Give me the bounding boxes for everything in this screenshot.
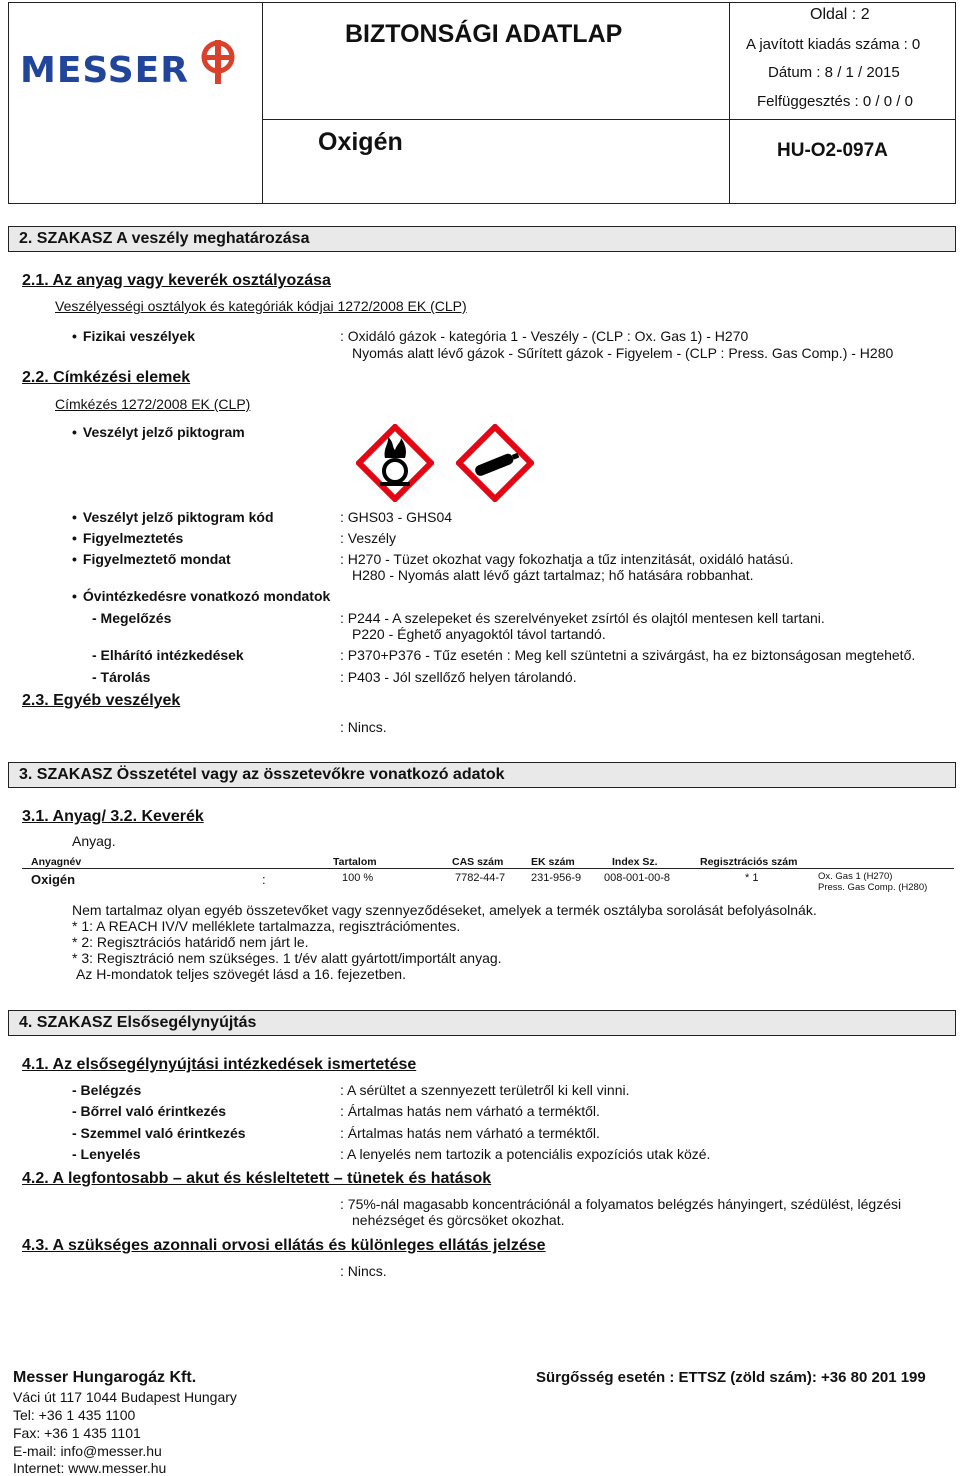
section-2-bar [8, 226, 956, 252]
composition-note-3: * 2: Regisztrációs határidő nem járt le. [72, 934, 309, 950]
footer-fax: Fax: +36 1 435 1101 [13, 1425, 141, 1441]
cell-colon: : [262, 872, 266, 887]
product-name: Oxigén [318, 128, 403, 156]
logo-wordmark: MESSER [20, 50, 189, 91]
first-aid-ingestion-label: - Lenyelés [72, 1146, 141, 1162]
document-title: BIZTONSÁGI ADATLAP [345, 20, 623, 48]
gas-cylinder-icon [456, 424, 534, 502]
physical-hazards-line-2: Nyomás alatt lévő gázok - Sűrített gázok - Figyelem - (CLP : Press. Gas Comp.) - H280 [352, 345, 894, 361]
prevention-label: - Megelőzés [92, 610, 172, 626]
section-2-title: 2. SZAKASZ A veszély meghatározása [19, 230, 310, 247]
storage-value: : P403 - Jól szellőző helyen tárolandó. [340, 669, 577, 685]
col-header-name: Anyagnév [31, 856, 82, 868]
footer-emergency: Sürgősség esetén : ETTSZ (zöld szám): +36 80 201 199 [536, 1369, 926, 1386]
suspension-date: Felfüggesztés : 0 / 0 / 0 [757, 93, 913, 110]
hazard-statement-line-2: H280 - Nyomás alatt lévő gázt tartalmaz; hő hatására robbanhat. [352, 567, 754, 583]
storage-label: - Tárolás [92, 669, 151, 685]
header-divider-right [729, 3, 730, 203]
cell-index: 008-001-00-8 [604, 872, 671, 884]
medical-attention-value: : Nincs. [340, 1263, 387, 1279]
precautionary-label: • Óvintézkedésre vonatkozó mondatok [72, 588, 330, 604]
page-number: Oldal : 2 [810, 6, 870, 23]
col-header-cas: CAS szám [452, 856, 504, 868]
substance-type: Anyag. [72, 833, 116, 849]
composition-note-1: Nem tartalmaz olyan egyéb összetevőket vagy szennyeződéseket, amelyek a termék osztályba sorolását befolyásolnák. [72, 902, 817, 918]
heading-2-3 [22, 692, 180, 710]
first-aid-inhalation-value: : A sérültet a szennyezett területről ki kell vinni. [340, 1082, 630, 1098]
heading-2-1: 2.1. Az anyag vagy keverék osztályozása [22, 272, 331, 289]
cell-name: Oxigén [31, 872, 76, 887]
pictogram-code-value: : GHS03 - GHS04 [340, 509, 453, 525]
first-aid-inhalation-label: - Belégzés [72, 1082, 142, 1098]
cell-cas: 7782-44-7 [455, 872, 506, 884]
section-3-bar [8, 762, 956, 788]
heading-4-3: 4.3. A szükséges azonnali orvosi ellátás és különleges ellátás jelzése [22, 1237, 546, 1254]
subheading-2-1: Veszélyességi osztályok és kategóriák kódjai 1272/2008 EK (CLP) [55, 298, 467, 314]
prevention-line-1: : P244 - A szelepeket és szerelvényeket zsírtól és olajtól mentesen kell tartani. [340, 610, 825, 626]
document-code: HU-O2-097A [777, 140, 888, 161]
first-aid-eye-label: - Szemmel való érintkezés [72, 1125, 246, 1141]
header-divider-horizontal [262, 119, 955, 120]
heading-4-1: 4.1. Az elsősegélynyújtási intézkedések ismertetése [22, 1056, 417, 1073]
table-rule [22, 868, 954, 869]
col-header-content: Tartalom [333, 856, 377, 868]
col-header-index: Index Sz. [612, 856, 658, 868]
messer-logo-symbol-icon [198, 38, 238, 86]
response-label: - Elhárító intézkedések [92, 647, 244, 663]
physical-hazards-label: • Fizikai veszélyek [72, 328, 195, 344]
header-divider-left [262, 3, 263, 203]
issue-date: Dátum : 8 / 1 / 2015 [768, 64, 900, 81]
cell-classification-1: Ox. Gas 1 (H270) [818, 871, 893, 882]
pictogram-code-label: • Veszélyt jelző piktogram kód [72, 509, 274, 525]
subheading-2-2: Címkézés 1272/2008 EK (CLP) [55, 396, 251, 412]
first-aid-skin-value: : Ártalmas hatás nem várható a terméktől. [340, 1103, 600, 1119]
first-aid-eye-value: : Ártalmas hatás nem várható a terméktől. [340, 1125, 600, 1141]
other-hazards-value: : Nincs. [340, 719, 387, 735]
footer-company: Messer Hungarogáz Kft. [13, 1369, 197, 1386]
symptoms-line-2: nehézséget és görcsöket okozhat. [352, 1212, 565, 1228]
cell-classification-2: Press. Gas Comp. (H280) [818, 882, 928, 893]
physical-hazards-line-1: : Oxidáló gázok - kategória 1 - Veszély - (CLP : Ox. Gas 1) - H270 [340, 328, 749, 344]
footer-address: Váci út 117 1044 Budapest Hungary [13, 1389, 237, 1405]
heading-4-2: 4.2. A legfontosabb – akut és késleltetett – tünetek és hatások [22, 1170, 492, 1187]
section-4-title: 4. SZAKASZ Elsősegélynyújtás [19, 1014, 257, 1031]
flame-over-circle-icon [356, 424, 434, 502]
heading-2-2: 2.2. Címkézési elemek [22, 369, 191, 386]
revision-number: A javított kiadás száma : 0 [746, 36, 921, 53]
cell-registration: * 1 [745, 872, 759, 884]
prevention-line-2: P220 - Éghető anyagoktól távol tartandó. [352, 626, 606, 642]
symptoms-line-1: : 75%-nál magasabb koncentrációnál a folyamatos belégzés hányingert, szédülést, légzési [340, 1196, 902, 1212]
col-header-ek: EK szám [531, 856, 575, 868]
cell-content: 100 % [342, 872, 374, 884]
signal-word-label: • Figyelmeztetés [72, 530, 183, 546]
response-value: : P370+P376 - Tűz esetén : Meg kell szüntetni a szivárgást, ha ez biztonságosan megtehető. [340, 647, 916, 663]
heading-3-1: 3.1. Anyag/ 3.2. Keverék [22, 808, 204, 825]
footer-email: E-mail: info@messer.hu [13, 1443, 162, 1459]
hazard-statement-line-1: : H270 - Tüzet okozhat vagy fokozhatja a tűz intenzitását, oxidáló hatású. [340, 551, 794, 567]
section-4-bar [8, 1010, 956, 1036]
pictogram-label: • Veszélyt jelző piktogram [72, 424, 245, 440]
heading-2-3-text: 2.3. Egyéb veszélyek [22, 692, 181, 709]
composition-note-4: * 3: Regisztráció nem szükséges. 1 t/év alatt gyártott/importált anyag. [72, 950, 502, 966]
signal-word-value: : Veszély [340, 530, 397, 546]
hazard-statement-label: • Figyelmeztető mondat [72, 551, 231, 567]
first-aid-skin-label: - Bőrrel való érintkezés [72, 1103, 227, 1119]
first-aid-ingestion-value: : A lenyelés nem tartozik a potenciális expozíciós utak közé. [340, 1146, 711, 1162]
footer-website: Internet: www.messer.hu [13, 1460, 167, 1476]
col-header-registration: Regisztrációs szám [700, 856, 798, 868]
footer-tel: Tel: +36 1 435 1100 [13, 1407, 136, 1423]
composition-note-5: Az H-mondatok teljes szövegét lásd a 16. fejezetben. [76, 966, 406, 982]
composition-note-2: * 1: A REACH IV/V melléklete tartalmazza, regisztrációmentes. [72, 918, 461, 934]
section-3-title: 3. SZAKASZ Összetétel vagy az összetevőkre vonatkozó adatok [19, 766, 505, 783]
cell-ek: 231-956-9 [531, 872, 582, 884]
